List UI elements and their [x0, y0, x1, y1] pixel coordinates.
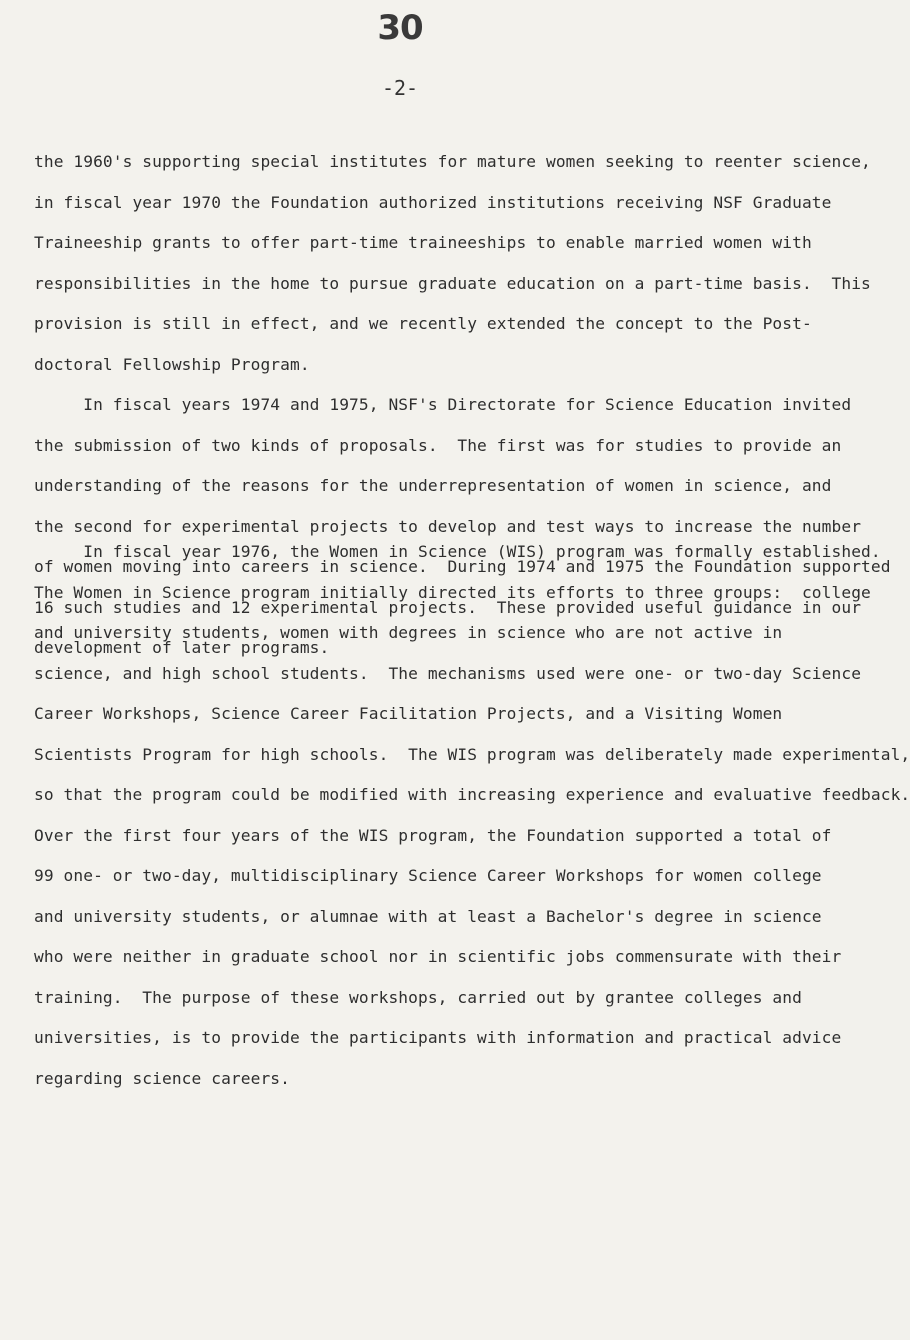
page-number: -2-	[381, 76, 419, 100]
text-line: training. The purpose of these workshops, carried out by grantee colleges and	[34, 987, 802, 1007]
text-line: doctoral Fellowship Program.	[34, 354, 310, 374]
text-line: in fiscal year 1970 the Foundation authorized institutions receiving NSF Graduate	[34, 192, 832, 212]
text-line: Traineeship grants to offer part-time traineeships to enable married women with	[34, 233, 812, 252]
text-line: The Women in Science program initially directed its efforts to three groups: college	[34, 582, 871, 602]
text-line: universities, is to provide the participants with information and practical advice	[34, 1028, 842, 1047]
text-line: regarding science careers.	[34, 1068, 290, 1088]
text-line: the 1960's supporting special institutes for mature women seeking to reenter science,	[34, 152, 871, 171]
text-line: 99 one- or two-day, multidisciplinary Science Career Workshops for women college	[34, 866, 822, 885]
text-line: the second for experimental projects to develop and test ways to increase the number	[34, 516, 862, 536]
text-line: and university students, women with degrees in science who are not active in	[34, 623, 783, 642]
text-line: Scientists Program for high schools. The WIS program was deliberately made experimental,	[34, 744, 910, 764]
text-line: provision is still in effect, and we recently extended the concept to the Post-	[34, 314, 812, 333]
paragraph-2	[34, 532, 910, 1099]
text-line: Over the first four years of the WIS program, the Foundation supported a total of	[34, 825, 832, 845]
text-line: so that the program could be modified with increasing experience and evaluative feedback.	[34, 785, 910, 804]
page-stamp-number: 30	[377, 8, 423, 48]
text-line: who were neither in graduate school nor in scientific jobs commensurate with their	[34, 947, 842, 966]
text-line: of women moving into careers in science. During 1974 and 1975 the Foundation supported	[34, 557, 891, 576]
text-line: and university students, or alumnae with at least a Bachelor's degree in science	[34, 906, 822, 926]
text-line: In fiscal year 1976, the Women in Science (WIS) program was formally established.	[34, 542, 881, 561]
text-line: 16 such studies and 12 experimental projects. These provided useful guidance in our	[34, 597, 862, 617]
text-line: Career Workshops, Science Career Facilitation Projects, and a Visiting Women	[34, 704, 783, 723]
text-line: the submission of two kinds of proposals. The first was for studies to provide an	[34, 435, 842, 455]
text-line: understanding of the reasons for the underrepresentation of women in science, and	[34, 476, 832, 495]
text-line: responsibilities in the home to pursue graduate education on a part-time basis. This	[34, 273, 871, 293]
text-line: science, and high school students. The mechanisms used were one- or two-day Science	[34, 663, 862, 683]
text-line: In fiscal years 1974 and 1975, NSF's Directorate for Science Education invited	[34, 395, 852, 414]
text-line: development of later programs.	[34, 638, 330, 657]
